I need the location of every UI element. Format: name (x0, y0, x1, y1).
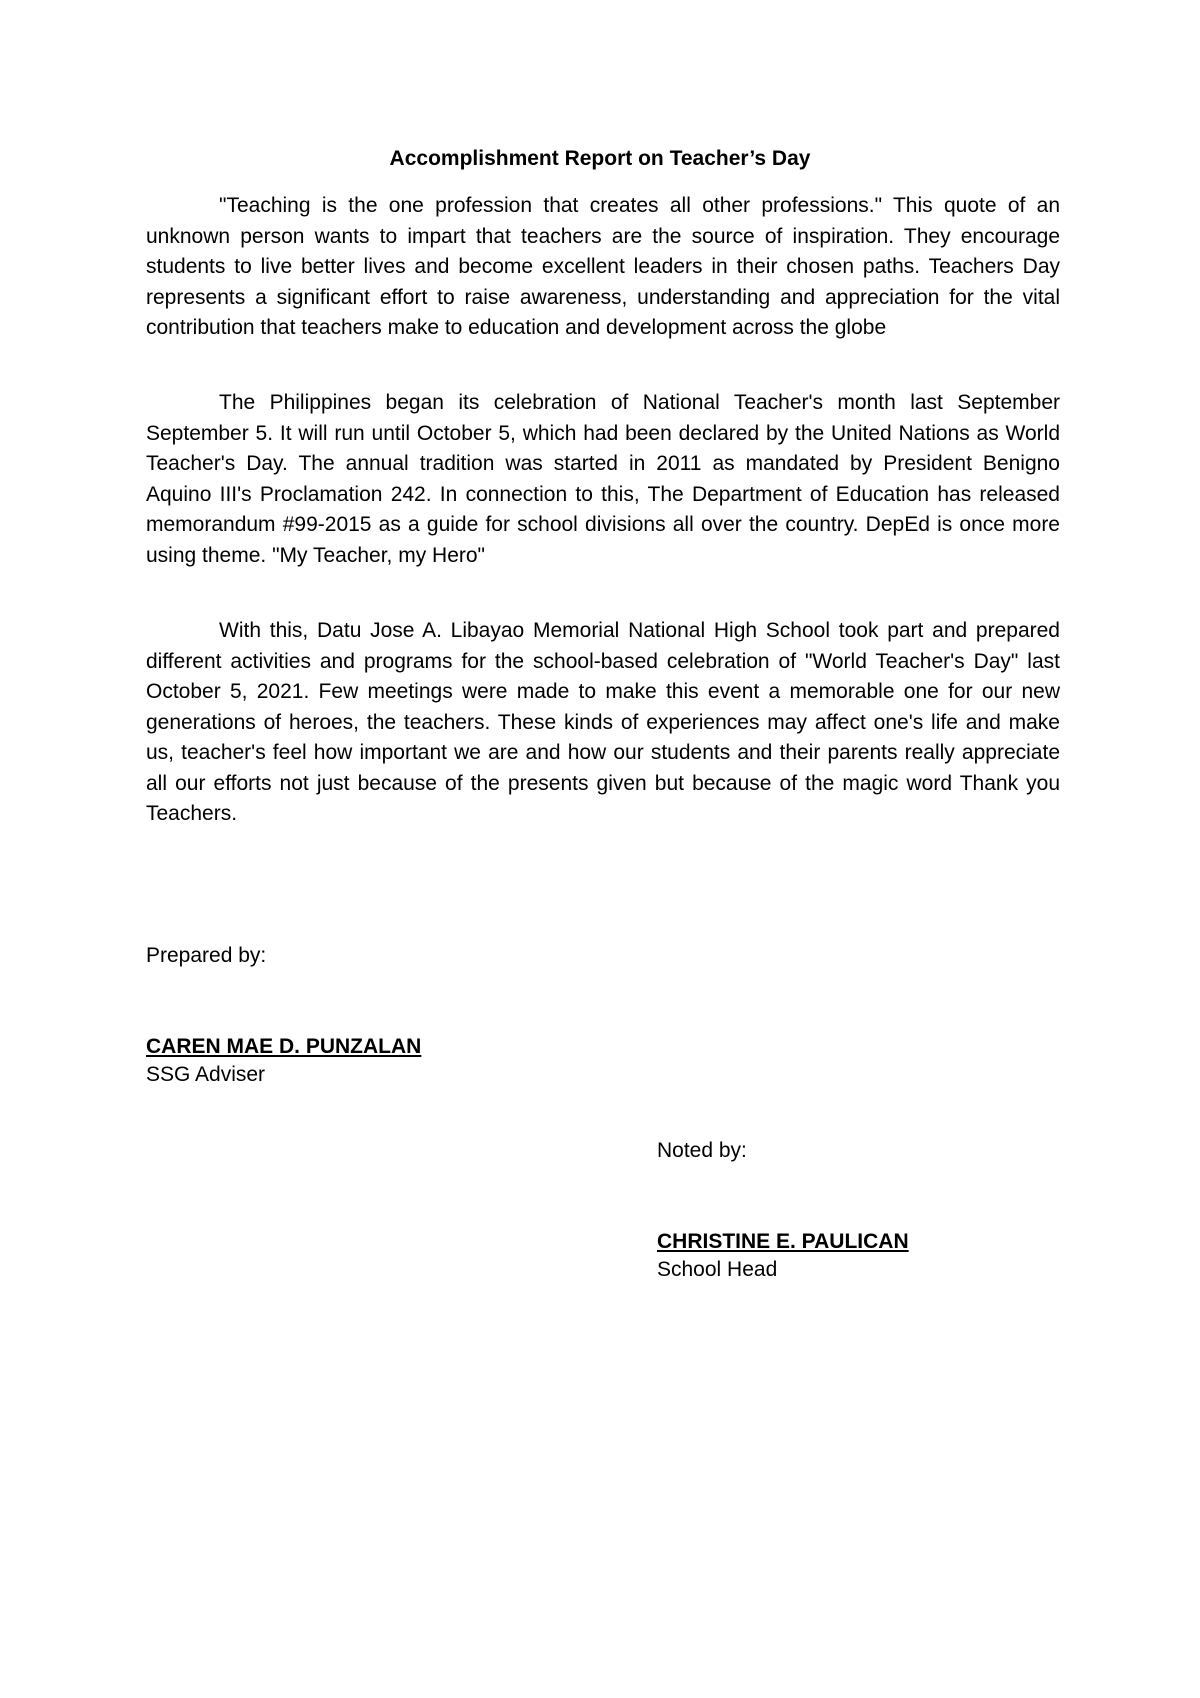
noted-by-label: Noted by: (657, 1139, 747, 1162)
body-paragraph-3 (146, 616, 1060, 830)
noted-by-position: School Head (657, 1258, 778, 1281)
paragraph-text: "Teaching is the one profession that creates all other professions." This quote of an unknown person wants to impart that teachers are the source of inspiration. They encourage students to live better lives and become excellent leaders in their chosen paths. Teachers Day represents a significant effort to raise awareness, understanding and appreciation for the vital contribution that teachers make to education and development across the globe (146, 194, 1060, 339)
body-paragraph-1 (146, 191, 1060, 344)
paragraph-text: The Philippines began its celebration of National Teacher's month last September September 5. It will run until October 5, which had been declared by the United Nations as World Teacher's Day. The annual tradition was started in 2011 as mandated by President Benigno Aquino III's Proclamation 242. In connection to this, The Department of Education has released memorandum #99-2015 as a guide for school divisions all over the country. DepEd is once more using theme. "My Teacher, my Hero" (146, 391, 1060, 567)
prepared-by-position: SSG Adviser (146, 1063, 266, 1086)
prepared-by-name: CAREN MAE D. PUNZALAN (146, 1035, 422, 1058)
body-paragraph-2 (146, 388, 1060, 571)
document-title: Accomplishment Report on Teacher’s Day (389, 147, 811, 170)
paragraph-text: With this, Datu Jose A. Libayao Memorial National High School took part and prepared different activities and programs for the school-based celebration of "World Teacher's Day" last October 5, 2021. Few meetings were made to make this event a memorable one for our new generations of heroes, the teachers. These kinds of experiences may affect one's life and make us, teacher's feel how important we are and how our students and their parents really appreciate all our efforts not just because of the presents given but because of the magic word Thank you Teachers. (146, 619, 1060, 825)
noted-by-name: CHRISTINE E. PAULICAN (657, 1230, 909, 1253)
prepared-by-label: Prepared by: (146, 944, 267, 967)
